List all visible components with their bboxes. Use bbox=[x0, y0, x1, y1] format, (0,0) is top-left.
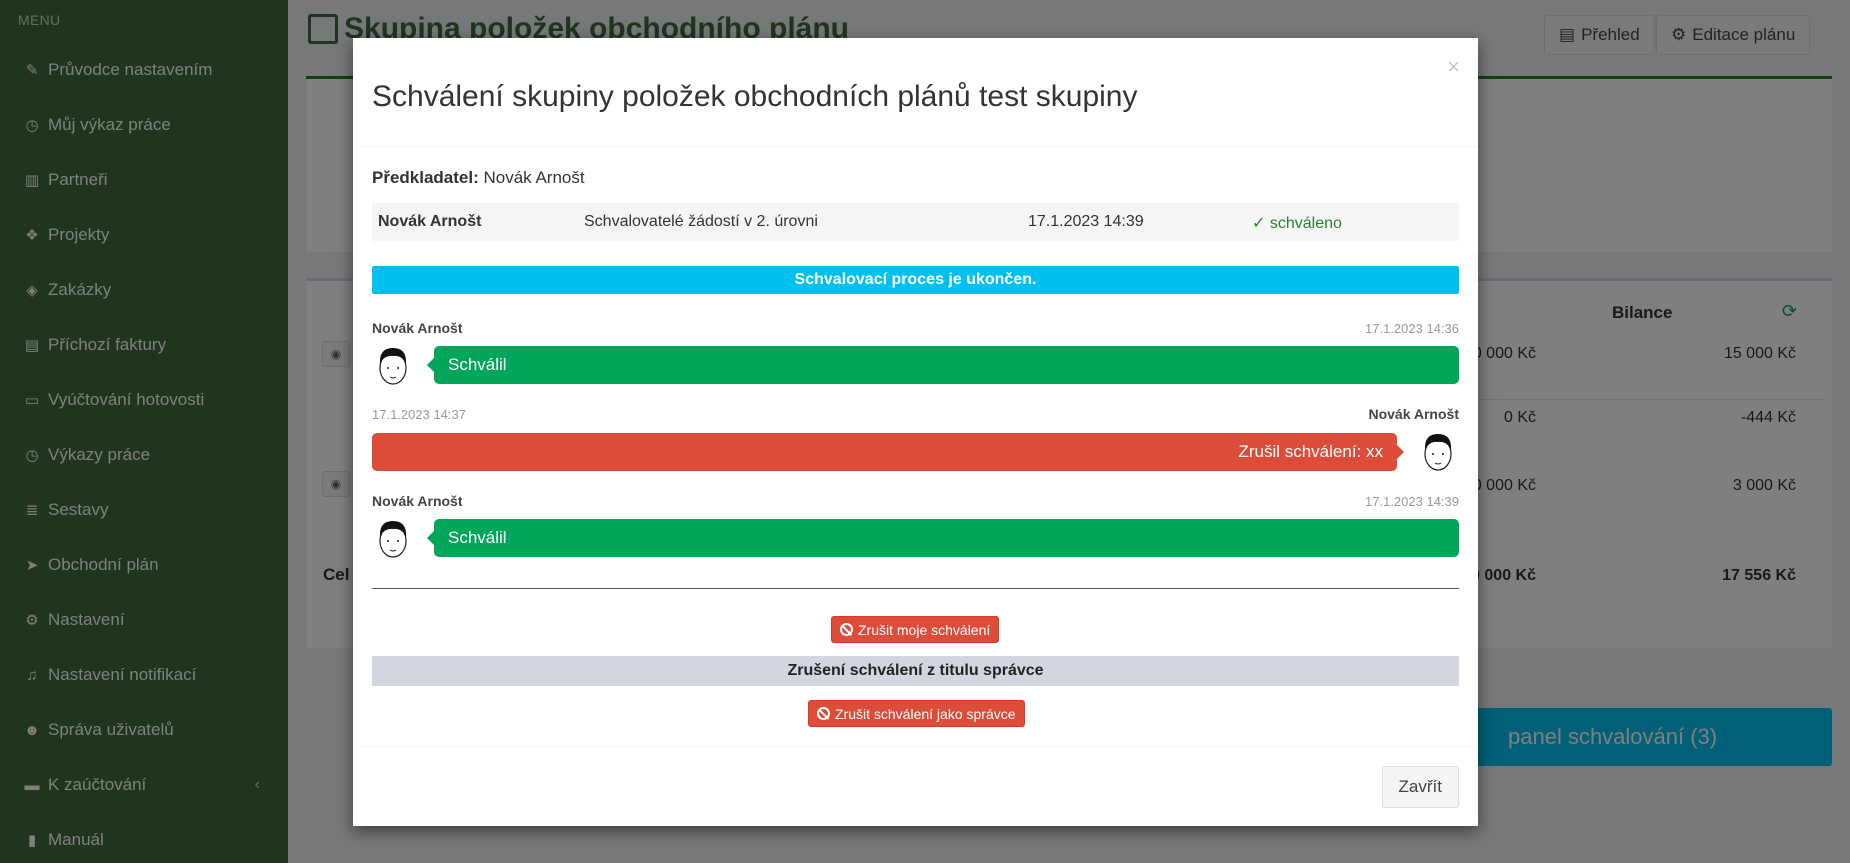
approvals-table-row bbox=[372, 203, 1459, 241]
submitter-name: Novák Arnošt bbox=[483, 168, 585, 187]
avatar bbox=[374, 344, 412, 388]
divider bbox=[372, 588, 1459, 589]
approval-date: 17.1.2023 14:39 bbox=[1028, 213, 1144, 230]
close-button[interactable]: Zavřít bbox=[1382, 766, 1459, 808]
submitter-label: Předkladatel: bbox=[372, 168, 479, 187]
close-icon[interactable]: × bbox=[1447, 54, 1460, 79]
message-time: 17.1.2023 14:39 bbox=[1365, 494, 1459, 509]
approver-name: Novák Arnošt bbox=[378, 213, 482, 230]
message-bubble: Schválil bbox=[434, 519, 1459, 557]
message-author: Novák Arnošt bbox=[1368, 406, 1459, 422]
process-finished-banner: Schvalovací proces je ukončen. bbox=[372, 266, 1459, 294]
modal-header bbox=[353, 38, 1478, 147]
message-author: Novák Arnošt bbox=[372, 493, 463, 509]
message-author: Novák Arnošt bbox=[372, 320, 463, 336]
message-time: 17.1.2023 14:36 bbox=[1365, 321, 1459, 336]
ban-icon bbox=[840, 623, 853, 636]
avatar bbox=[1419, 430, 1457, 474]
cancel-my-approval-button[interactable]: Zrušit moje schválení bbox=[831, 616, 999, 643]
avatar bbox=[374, 517, 412, 561]
modal-title: Schválení skupiny položek obchodních plánů test skupiny bbox=[372, 80, 1138, 113]
cancel-approval-as-admin-button[interactable]: Zrušit schválení jako správce bbox=[808, 700, 1025, 727]
submitter bbox=[372, 168, 585, 188]
approval-status: ✓ schváleno bbox=[1252, 215, 1342, 232]
message-time: 17.1.2023 14:37 bbox=[372, 407, 466, 422]
ban-icon bbox=[817, 707, 830, 720]
message-bubble: Schválil bbox=[434, 346, 1459, 384]
approval-modal bbox=[353, 38, 1478, 826]
admin-cancel-heading: Zrušení schválení z titulu správce bbox=[372, 656, 1459, 686]
modal-footer bbox=[353, 746, 1478, 826]
check-icon: ✓ bbox=[1252, 215, 1266, 232]
approver-role: Schvalovatelé žádostí v 2. úrovni bbox=[584, 213, 818, 230]
message-bubble: Zrušil schválení: xx bbox=[372, 433, 1397, 471]
